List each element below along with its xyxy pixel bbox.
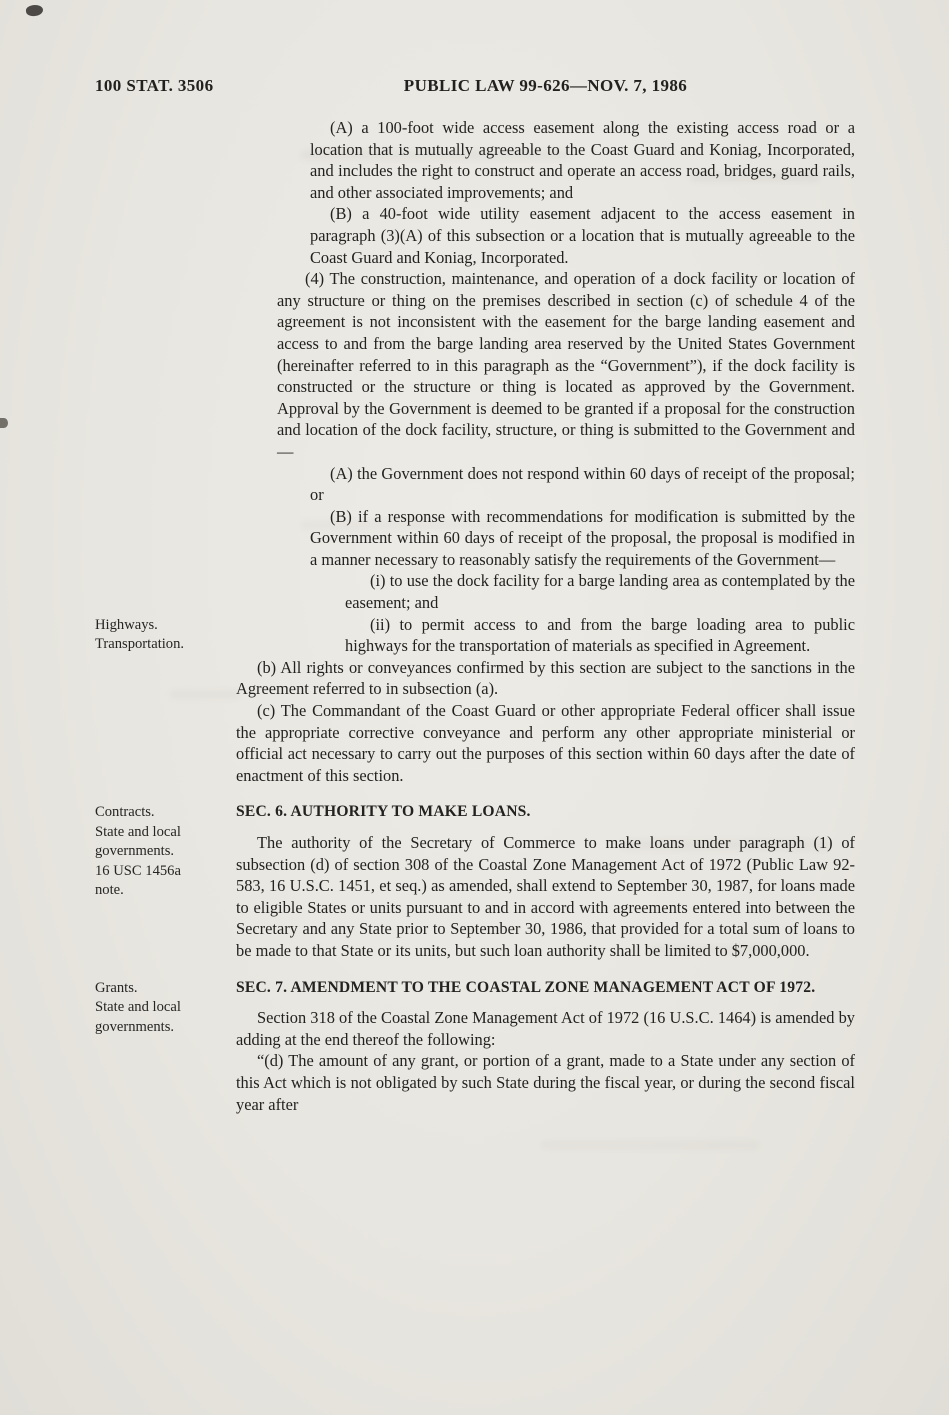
paragraph-row — [236, 1007, 855, 1050]
paragraph-row — [236, 117, 855, 203]
statute-paragraph: (4) The construction, maintenance, and operation of a dock facility or location of any structure or thing on the premises described in section (c) of schedule 4 of the agreement is not inconsistent with the easement for the barge landing easement and access to and from the barge landing area reserved by the United States Government (hereinafter referred to in this paragraph as the “Government”), if the dock facility is constructed or the structure or thing is located as approved by the Government. Approval by the Government is deemed to be granted if a proposal for the construction and location of the dock facility, structure, or thing is submitted to the Government and— — [277, 269, 855, 461]
margin-note-line: State and local — [95, 823, 181, 840]
public-law-title: PUBLIC LAW 99-626—NOV. 7, 1986 — [403, 76, 688, 95]
margin-note-line: governments. — [95, 843, 175, 860]
paragraph-row — [236, 657, 855, 700]
margin-note-line: governments. — [95, 1018, 175, 1035]
paragraph-row — [236, 832, 855, 962]
paragraph-row — [236, 268, 855, 462]
section-heading: SEC. 6. AUTHORITY TO MAKE LOANS. — [236, 803, 531, 821]
ink-speck — [0, 418, 8, 428]
paragraph-row — [236, 203, 855, 268]
margin-note-line: Transportation. — [95, 636, 185, 653]
statute-paragraph: (ii) to permit access to and from the barge loading area to public highways for the transportation of materials as specified in Agreement. — [345, 614, 855, 656]
page-header — [0, 76, 949, 100]
statute-paragraph: (b) All rights or conveyances confirmed by this section are subject to the sanctions in the Agreement referred to in subsection (a). — [236, 657, 855, 699]
margin-note-line: 16 USC 1456a — [95, 862, 181, 879]
statute-paragraph: The authority of the Secretary of Commerce to make loans under paragraph (1) of subsection (d) of section 308 of the Coastal Zone Management Act of 1972 (Public Law 92-583, 16 U.S.C. 1451, et seq.) as amended, shall extend to September 30, 1987, for loans made to eligible States or units pursuant to and in accord with agreements entered into between the Secretary and any State prior to September 30, 1986, that provided for a total sum of loans to be made to that State or its units, but such loan authority shall be limited to $7,000,000. — [236, 833, 855, 960]
paragraph-row — [236, 700, 855, 786]
margin-note — [95, 803, 229, 901]
section-heading: SEC. 7. AMENDMENT TO THE COASTAL ZONE MANAGEMENT ACT OF 1972. — [236, 978, 816, 996]
margin-note-line: Grants. — [95, 979, 138, 996]
margin-note — [95, 616, 229, 655]
statute-paragraph: (B) a 40-foot wide utility easement adjacent to the access easement in paragraph (3)(A) of this subsection or a location that is mutually agreeable to the Coast Guard and Koniag, Incorporated. — [310, 204, 855, 267]
paragraph-row — [236, 570, 855, 613]
margin-note — [95, 979, 229, 1038]
statute-paragraph: (A) a 100-foot wide access easement along the existing access road or a location that is mutually agreeable to the Coast Guard and Koniag, Incorporated, and includes the right to construct and operate an access road, bridges, guard rails, and other associated improvements; and — [310, 118, 855, 202]
ink-speck — [25, 4, 43, 17]
statute-paragraph: Section 318 of the Coastal Zone Management Act of 1972 (16 U.S.C. 1464) is amended by adding at the end thereof the following: — [236, 1008, 855, 1049]
bleed-through-artifact — [170, 690, 240, 699]
statute-paragraph: (i) to use the dock facility for a barge landing area as contemplated by the easement; and — [345, 571, 855, 613]
statute-paragraph: (B) if a response with recommendations for modification is submitted by the Government within 60 days of receipt of the proposal, the proposal is modified in a manner necessary to reasonably satisfy the requirements of the Government— — [310, 506, 855, 569]
statute-paragraph: (A) the Government does not respond within 60 days of receipt of the proposal; or — [310, 463, 855, 505]
margin-note-line: Highways. — [95, 616, 158, 633]
statute-paragraph: “(d) The amount of any grant, or portion of a grant, made to a State under any section of this Act which is not obligated by such State during the fiscal year, or during the second fiscal year after — [236, 1051, 855, 1114]
statute-body — [95, 117, 855, 1115]
paragraph-row — [95, 614, 855, 657]
paragraph-row — [236, 506, 855, 571]
paragraph-row — [236, 463, 855, 506]
margin-note-line: State and local — [95, 999, 181, 1016]
bleed-through-artifact — [540, 1140, 760, 1150]
statute-paragraph: (c) The Commandant of the Coast Guard or other appropriate Federal officer shall issue the appropriate corrective conveyance and perform any other appropriate ministerial or official act necessary to carry out the purposes of this section within 60 days after the date of enactment of this section. — [236, 701, 855, 785]
paragraph-row — [236, 1050, 855, 1115]
margin-note-line: Contracts. — [95, 804, 155, 821]
margin-note-line: note. — [95, 882, 124, 899]
stat-page-number: 100 STAT. 3506 — [95, 76, 214, 95]
